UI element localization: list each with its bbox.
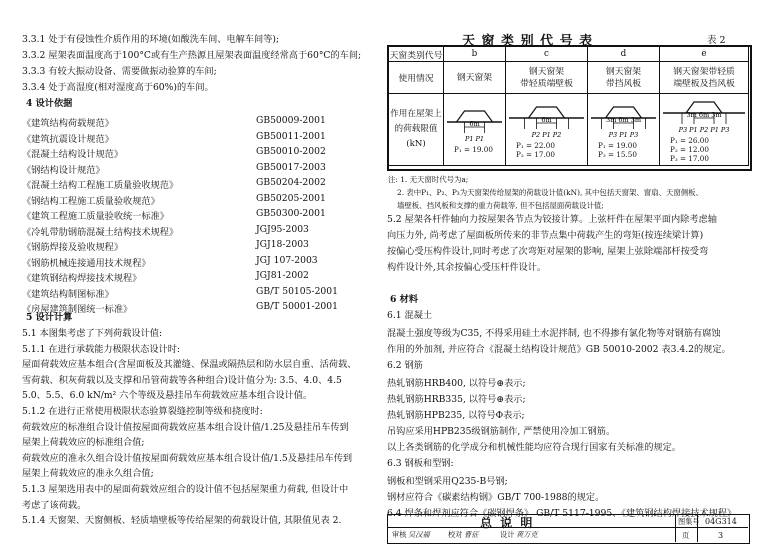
standard-name: 《钢结构设计规范》 [22,164,105,176]
calc-line: 考虑了该荷载。 [22,499,87,511]
usage-e: 钢天窗架带轻质 端壁板及挡风板 [660,62,749,94]
clause-6-4-line: 6.4 焊条和焊剂应符合《碳钢焊条》 GB/T 5117-1995、《建筑钢结构焊接技术规程》 [387,508,737,519]
calc-line: 屋架上荷载效应的标准组合值; [22,437,145,449]
calc-line: 雪荷载、积灰荷载以及支撑和吊管荷载等各种组合)设计值分为: 3.5、4.0、4.5 [22,374,342,386]
calc-line: 5.1.4 天窗架、天窗侧板、轻质墙壁板等传给屋架的荷载设计值, 其限值见表 2. [22,515,342,527]
signature-name: 曹征 [464,530,479,539]
standard-code: JGJ 107-2003 [256,254,318,266]
table-number: 表 2 [707,35,726,46]
clause-3-3-3: 3.3.3 有较大振动设备、需要做振动验算的车间; [22,66,217,77]
load-value: P₃ = 15.50 [598,149,637,159]
section-4-heading: 4 设计依据 [26,98,73,109]
standard-code: GB50204-2002 [256,177,326,188]
clause-5-2-line: 按偏心受压构件设计,同时考虑了次弯矩对屋架的影响, 屋架上弦除端部杆按受弯 [387,246,709,257]
standard-code: GB50017-2003 [256,161,326,173]
clause-3-3-4: 3.3.4 处于高湿度(相对湿度高于60%)的车间。 [22,82,214,93]
clause-6-2-line: 热轧钢筋HPB235, 以符号Φ表示; [387,410,525,421]
code-d: d [588,47,660,62]
row-head-code: 天窗类别代号 [389,47,444,62]
usage-c: 钢天窗架 带轻质端壁板 [506,62,588,94]
clause-5-2-line: 向压力外, 尚考虑了屋面板所传来的非节点集中荷载产生的弯矩(按连续梁计算) [387,230,704,241]
standard-code: GB50205-2001 [256,192,326,204]
section-5-heading: 5 设计计算 [26,312,73,323]
calc-line: 5.0、5.5、6.0 kN/m² 六个等级及悬挂吊车荷载效应基本组合设计值。 [22,390,313,402]
clause-6-2-line: 吊钩应采用HPB235级钢筋制作, 严禁使用冷加工钢筋。 [387,426,616,437]
load-point-labels: P3 P1 P3 [608,130,639,139]
load-diagram [444,105,505,145]
standard-code: GB50009-2001 [256,115,326,126]
usage-b: 钢天窗架 [444,62,506,94]
atlas-label: 图集号 [678,517,700,526]
standard-name: 《房屋建筑制图统一标准》 [22,304,133,315]
row-head-load: 作用在屋架上 的荷载限值 (kN) [389,94,444,166]
clause-6-3-heading: 6.3 钢板和型钢: [387,458,454,469]
table-title: 天 窗 类 别 代 号 表 [462,34,594,49]
standard-code: GB/T 50001-2001 [256,301,338,312]
calc-line: 5.1.2 在进行正常使用极限状态验算裂缝控制等级和挠度时: [22,406,263,417]
clause-6-2-line: 热轧钢筋HRB335, 以符号⊕表示; [387,394,526,405]
calc-line: 荷载效应的标准组合设计值按屋面荷载效应基本组合设计值/1.25及悬挂吊车传到 [22,421,349,433]
page-number: 3 [718,531,724,540]
clause-6-3-line: 钢板和型钢采用Q235-B号钢; [387,476,508,487]
clause-5-2-line: 5.2 屋架各杆件轴向力按屋架各节点为铰接计算。上弦杆件在屋架平面内除考虑轴 [387,214,717,225]
atlas-number: 04G314 [705,517,737,526]
clause-6-2-heading: 6.2 钢筋 [387,360,423,371]
dimension-label: 6m [541,115,552,124]
load-diagram [660,96,748,136]
row-head-usage: 使用情况 [389,62,444,94]
clause-6-1-line: 作用的外加剂, 并应符合《混凝土结构设计规范》GB 50010-2002 表3.4.2的规定。 [387,344,731,355]
dimension-label: 6m [469,120,480,128]
calc-line: 屋面荷载效应基本组合(含屋面板及其灌缝、保温或隔热层和防水层自重、活荷载、 [22,359,357,371]
standard-code: GB/T 50105-2001 [256,285,338,297]
skylight-code-table [388,46,749,166]
signature-role: 校对 [448,530,463,539]
signature-role: 设计 [500,530,515,539]
dimension-label: 3m 6m 3m [686,111,722,119]
code-e: e [660,47,749,62]
page-label: 页 [682,531,690,540]
load-point-labels: P1 P1 [464,135,485,143]
note-3: 墙壁板、挡风板和支撑的重力荷载等, 但不包括屋面荷载设计值; [397,201,604,210]
load-value: P₁ = 19.00 [598,140,637,150]
standard-name: 《建筑钢结构焊接技术规程》 [22,273,142,284]
clause-6-2-line: 热轧钢筋HRB400, 以符号⊕表示; [387,378,526,389]
standard-code: GB50010-2002 [256,146,326,157]
load-value: P₃ = 17.00 [670,154,709,163]
clause-6-1-heading: 6.1 混凝土 [387,310,433,321]
standard-name: 《冷轧带肋钢筋混凝土结构技术规程》 [22,226,179,238]
clause-6-3-line: 钢材应符合《碳素结构钢》GB/T 700-1988的规定。 [387,492,605,503]
calc-line: 屋架上荷载效应的准永久组合值; [22,468,154,480]
title-block-divider [387,527,748,528]
load-value: P₂ = 12.00 [670,145,709,154]
standard-code: GB50300-2001 [256,208,326,219]
calc-line: 荷载效应的准永久组合设计值按屋面荷载效应基本组合设计值/1.5及悬挂吊车传到 [22,452,353,464]
standard-name: 《建筑结构制图标准》 [22,288,114,300]
clause-3-3-2: 3.3.2 屋架表面温度高于100°C或有生产热源且屋架表面温度经常高于60°C的车间; [22,50,362,61]
load-value: P₁ = 22.00 [516,140,555,150]
calc-line: 5.1 本图集考虑了下列荷载设计值: [22,328,163,339]
calc-line: 5.1.1 在进行承载能力极限状态设计时: [22,343,181,355]
load-diagram [506,101,587,141]
clause-5-2-line: 构件设计外,其余按偏心受压杆件设计。 [387,262,547,273]
standard-name: 《钢结构工程施工质量验收规范》 [22,195,160,207]
load-diagram [588,101,659,141]
note-2: 2. 表中P₁、P₂、P₃为天窗架传给屋架的荷载设计值(kN), 其中包括天窗架、窗扇、天窗侧板、 [397,188,703,197]
standard-name: 《建筑抗震设计规范》 [22,133,114,145]
clause-3-3-1: 3.3.1 处于有侵蚀性介质作用的环境(如酸洗车间、电解车间等); [22,34,280,45]
standard-code: JGJ95-2003 [256,223,309,235]
standard-name: 《混凝土结构设计规范》 [22,149,124,160]
clause-6-2-line: 以上各类钢筋的化学成分和机械性能均应符合现行国家有关标准的规定。 [387,442,681,453]
section-6-heading: 6 材料 [390,294,418,305]
load-value: P₁ = 19.00 [454,145,493,154]
signature-name: 黄万克 [516,530,538,539]
calc-line: 5.1.3 屋架选用表中的屋面荷载效应组合的设计值不包括屋架重力荷载, 但设计中 [22,484,349,495]
load-cell-b [444,94,506,166]
load-point-labels: P3 P1 P2 P1 P3 [678,126,730,134]
load-value: P₁ = 26.00 [670,136,709,145]
code-b: b [444,47,506,62]
clause-6-1-line: 混凝土强度等级为C35, 不得采用硅土水泥拌制, 也不得掺有氯化物等对钢筋有腐蚀 [387,328,721,339]
standard-code: GB50011-2001 [256,130,326,142]
usage-d: 钢天窗架 带挡风板 [588,62,660,94]
standard-name: 《钢筋机械连接通用技术规程》 [22,257,151,269]
standard-code: JGJ18-2003 [256,239,309,250]
load-point-labels: P2 P1 P2 [531,130,562,139]
standard-name: 《混凝土结构工程施工质量验收规范》 [22,180,179,191]
load-cell-d [588,94,660,166]
note-1: 注: 1. 无天窗时代号为a; [388,175,469,184]
load-cell-e [660,94,749,166]
standard-name: 《建筑结构荷载规范》 [22,118,114,129]
code-c: c [506,47,588,62]
load-cell-c [506,94,588,166]
load-value: P₂ = 17.00 [516,149,555,159]
signature-role: 审核 [392,530,407,539]
standard-code: JGJ81-2002 [256,270,309,281]
standard-name: 《建筑工程施工质量验收统一标准》 [22,211,169,222]
standard-name: 《钢筋焊接及验收规程》 [22,242,124,253]
dimension-label: 3m 6m 3m [605,115,642,124]
drawing-title: 总 说 明 [480,516,535,530]
signature-name: 吴汉福 [408,530,430,539]
